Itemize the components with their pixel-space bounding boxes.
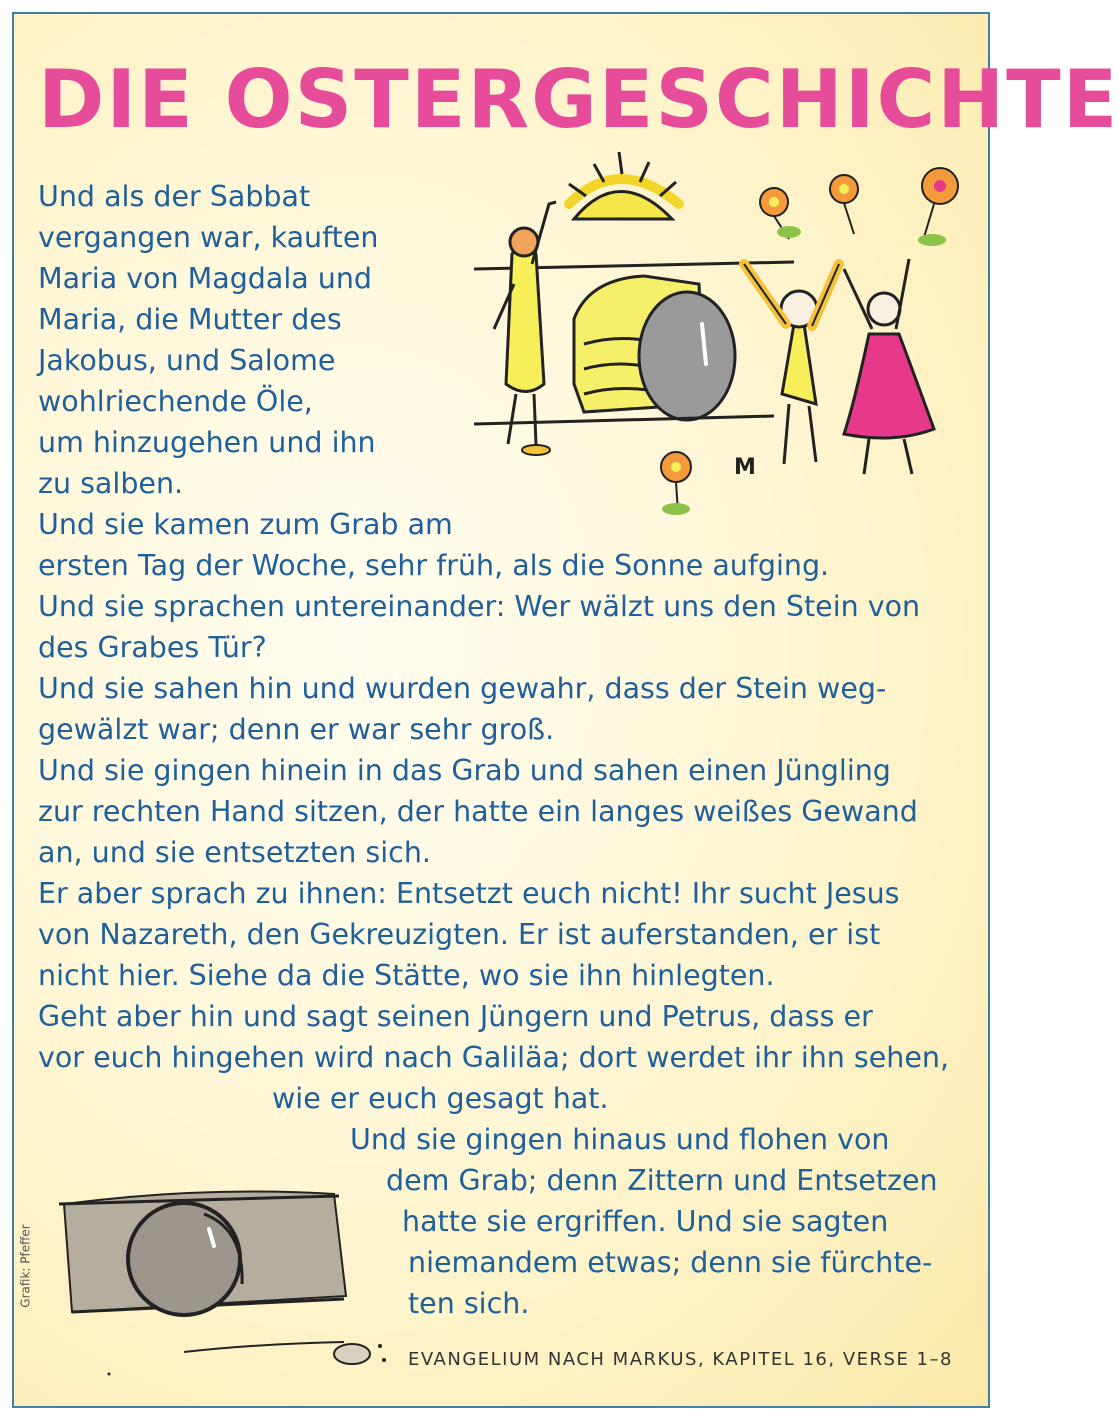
story-line: vor euch hingehen wird nach Galiläa; dort werdet ihr ihn sehen, xyxy=(38,1041,950,1074)
story-line: vergangen war, kauften xyxy=(38,221,379,254)
story-line: wohlriechende Öle, xyxy=(38,385,313,418)
graphic-credit: Grafik: Pfeffer xyxy=(18,1224,33,1308)
story-line: Und sie gingen hinaus und flohen von xyxy=(350,1123,890,1156)
story-line: Maria, die Mutter des xyxy=(38,303,342,336)
story-line: des Grabes Tür? xyxy=(38,631,267,664)
story-line: um hinzugehen und ihn xyxy=(38,426,376,459)
story-line: Jakobus, und Salome xyxy=(38,344,336,377)
story-line: Maria von Magdala und xyxy=(38,262,372,295)
scripture-reference: EVANGELIUM NACH MARKUS, KAPITEL 16, VERSE 1–8 xyxy=(408,1349,953,1370)
tomb-stone-drawing xyxy=(54,1174,399,1384)
story-line: nicht hier. Siehe da die Stätte, wo sie ihn hinlegten. xyxy=(38,959,775,992)
story-line: an, und sie entsetzten sich. xyxy=(38,836,431,869)
story-line: zu salben. xyxy=(38,467,184,500)
easter-morning-drawing xyxy=(444,144,984,534)
story-line: niemandem etwas; denn sie fürchte- xyxy=(408,1246,933,1279)
story-line: von Nazareth, den Gekreuzigten. Er ist auferstanden, er ist xyxy=(38,918,881,951)
story-line: Und sie sahen hin und wurden gewahr, dass der Stein weg- xyxy=(38,672,887,705)
story-line: gewälzt war; denn er war sehr groß. xyxy=(38,713,555,746)
story-line: Und sie gingen hinein in das Grab und sahen einen Jüngling xyxy=(38,754,891,787)
woman-figure-yellow xyxy=(744,264,839,464)
story-line: Und sie sprachen untereinander: Wer wälzt uns den Stein von xyxy=(38,590,921,623)
story-line: dem Grab; denn Zittern und Entsetzen xyxy=(386,1164,938,1197)
story-line: zur rechten Hand sitzen, der hatte ein langes weißes Gewand xyxy=(38,795,918,828)
story-line: ersten Tag der Woche, sehr früh, als die Sonne aufging. xyxy=(38,549,830,582)
story-line: ten sich. xyxy=(408,1287,530,1320)
story-line: Und als der Sabbat xyxy=(38,180,311,213)
story-line: wie er euch gesagt hat. xyxy=(272,1082,609,1115)
story-line: Und sie kamen zum Grab am xyxy=(38,508,453,541)
story-line: Geht aber hin und sagt seinen Jüngern und Petrus, dass er xyxy=(38,1000,873,1033)
angel-figure xyxy=(494,202,556,455)
page-title: DIE OSTERGESCHICHTE xyxy=(38,53,1119,146)
story-line: Er aber sprach zu ihnen: Entsetzt euch nicht! Ihr sucht Jesus xyxy=(38,877,900,910)
woman-figure-pink xyxy=(844,259,934,474)
poster-page xyxy=(12,12,1119,1408)
drawing-letter-m: M xyxy=(734,455,756,480)
story-line: hatte sie ergriffen. Und sie sagten xyxy=(402,1205,889,1238)
